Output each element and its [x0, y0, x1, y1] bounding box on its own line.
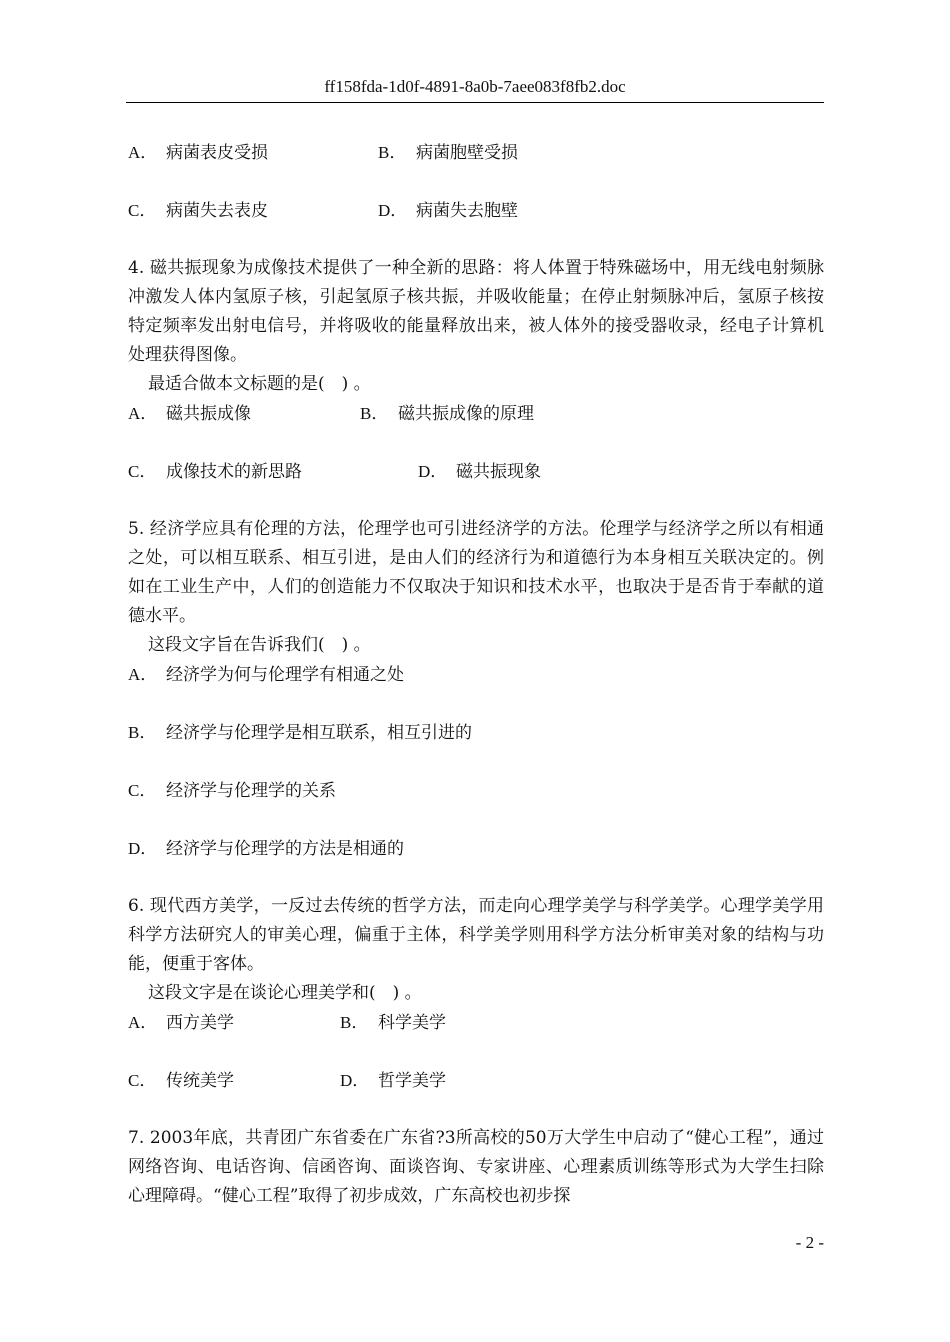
q3-options-row-1: [128, 138, 824, 167]
q5-option-b: B． 经济学与伦理学是相互联系，相互引进的: [128, 723, 472, 743]
q5-option-a: A． 经济学为何与伦理学有相通之处: [128, 665, 404, 685]
q6-prompt: 这段文字是在谈论心理美学和( ) 。: [148, 983, 422, 1003]
q5-option-c: C． 经济学与伦理学的关系: [128, 781, 336, 801]
q3-option-a: A． 病菌表皮受损: [128, 143, 268, 163]
q5-option-d: D． 经济学与伦理学的方法是相通的: [128, 839, 404, 859]
page-number: - 2 -: [795, 1233, 824, 1252]
q4-option-a: A． 磁共振成像: [128, 404, 251, 424]
page-header: [126, 76, 824, 103]
q4-options-row-2: [128, 457, 824, 486]
q3-option-b: B． 病菌胞壁受损: [378, 143, 518, 163]
q6-options-row-1: [128, 1008, 824, 1037]
q4-option-c: C． 成像技术的新思路: [128, 462, 302, 482]
document-filename: ff158fda-1d0f-4891-8a0b-7aee083f8fb2.doc: [324, 77, 626, 96]
q3-options-row-2: [128, 196, 824, 225]
q5-passage: 5. 经济学应具有伦理的方法，伦理学也可引进经济学的方法。伦理学与经济学之所以有相通之处，可以相互联系、相互引进，是由人们的经济行为和道德行为本身相互关联决定的。例如在工业生产中，人们的创造能力不仅取决于知识和技术水平，也取决于是否肯于奉献的道德水平。: [128, 519, 824, 626]
q4-option-d: D． 磁共振现象: [418, 462, 541, 482]
q6-option-b: B． 科学美学: [340, 1013, 446, 1033]
q6-option-c: C． 传统美学: [128, 1071, 234, 1091]
q6-option-a: A． 西方美学: [128, 1013, 234, 1033]
q6-option-d: D． 哲学美学: [340, 1071, 446, 1091]
q6-passage: 6. 现代西方美学，一反过去传统的哲学方法，而走向心理学美学与科学美学。心理学美学用科学方法研究人的审美心理，偏重于主体，科学美学则用科学方法分析审美对象的结构与功能，便重于客体。: [128, 896, 824, 974]
q4-option-b: B． 磁共振成像的原理: [360, 404, 534, 424]
q4-passage: 4. 磁共振现象为成像技术提供了一种全新的思路：将人体置于特殊磁场中，用无线电射频脉冲激发人体内氢原子核，引起氢原子核共振，并吸收能量；在停止射频脉冲后，氢原子核按特定频率发出射电信号，并将吸收的能量释放出来，被人体外的接受器收录，经电子计算机处理获得图像。: [128, 258, 824, 365]
q4-options-row-1: [128, 399, 824, 428]
q5-prompt: 这段文字旨在告诉我们( ) 。: [148, 635, 371, 655]
q3-option-c: C． 病菌失去表皮: [128, 201, 268, 221]
q4-prompt: 最适合做本文标题的是( ) 。: [148, 374, 371, 394]
q7-passage: 7. 2003年底，共青团广东省委在广东省?3所高校的50万大学生中启动了“健心工程”，通过网络咨询、电话咨询、信函咨询、面谈咨询、专家讲座、心理素质训练等形式为大学生扫除心理障碍。“健心工程”取得了初步成效，广东高校也初步探: [128, 1128, 824, 1206]
q6-options-row-2: [128, 1066, 824, 1095]
document-body: [128, 138, 824, 1211]
q3-option-d: D． 病菌失去胞壁: [378, 201, 518, 221]
